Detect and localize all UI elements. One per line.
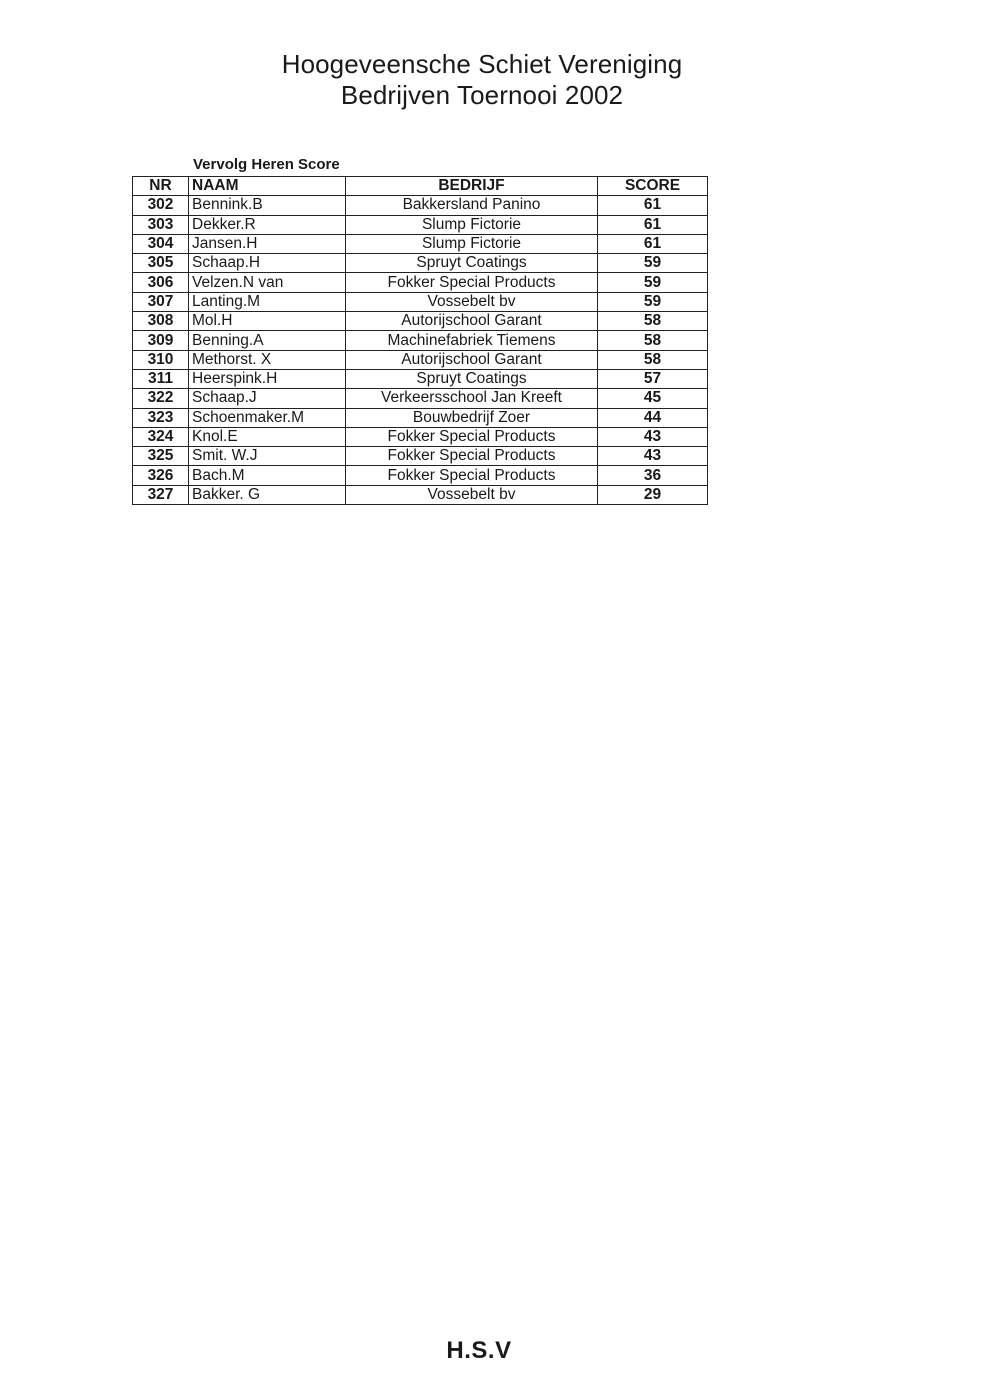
cell-score: 44 [598,408,708,427]
cell-bedrijf: Bouwbedrijf Zoer [346,408,598,427]
cell-bedrijf: Verkeersschool Jan Kreeft [346,389,598,408]
cell-bedrijf: Fokker Special Products [346,466,598,485]
cell-nr: 305 [133,254,189,273]
column-header-naam: NAAM [189,177,346,196]
cell-nr: 327 [133,485,189,504]
cell-score: 61 [598,215,708,234]
cell-bedrijf: Fokker Special Products [346,427,598,446]
table-row [133,292,708,311]
cell-naam: Bach.M [189,466,346,485]
table-row [133,389,708,408]
cell-bedrijf: Fokker Special Products [346,273,598,292]
cell-bedrijf: Vossebelt bv [346,292,598,311]
column-header-score: SCORE [598,177,708,196]
cell-naam: Smit. W.J [189,447,346,466]
cell-nr: 307 [133,292,189,311]
cell-bedrijf: Autorijschool Garant [346,312,598,331]
cell-nr: 326 [133,466,189,485]
table-row [133,350,708,369]
table-row [133,427,708,446]
cell-score: 29 [598,485,708,504]
cell-naam: Bennink.B [189,196,346,215]
cell-naam: Schoenmaker.M [189,408,346,427]
table-row [133,273,708,292]
section-heading: Vervolg Heren Score [193,156,340,173]
cell-score: 61 [598,234,708,253]
title-line-1: Hoogeveensche Schiet Vereniging [281,49,683,79]
cell-naam: Jansen.H [189,234,346,253]
cell-nr: 309 [133,331,189,350]
cell-naam: Velzen.N van [189,273,346,292]
table-row [133,408,708,427]
column-header-bedrijf: BEDRIJF [346,177,598,196]
cell-naam: Lanting.M [189,292,346,311]
cell-score: 59 [598,273,708,292]
cell-bedrijf: Fokker Special Products [346,447,598,466]
table-row [133,312,708,331]
cell-bedrijf: Vossebelt bv [346,485,598,504]
cell-nr: 323 [133,408,189,427]
cell-nr: 325 [133,447,189,466]
cell-score: 59 [598,292,708,311]
cell-nr: 302 [133,196,189,215]
cell-naam: Bakker. G [189,485,346,504]
cell-bedrijf: Autorijschool Garant [346,350,598,369]
cell-score: 61 [598,196,708,215]
table-row [133,215,708,234]
cell-bedrijf: Slump Fictorie [346,215,598,234]
table-row [133,447,708,466]
score-table [132,176,708,505]
cell-bedrijf: Slump Fictorie [346,234,598,253]
cell-nr: 306 [133,273,189,292]
table-header-row [133,177,708,196]
cell-naam: Schaap.J [189,389,346,408]
cell-nr: 304 [133,234,189,253]
cell-bedrijf: Spruyt Coatings [346,369,598,388]
cell-score: 59 [598,254,708,273]
table-body [133,196,708,505]
cell-bedrijf: Machinefabriek Tiemens [346,331,598,350]
cell-score: 43 [598,447,708,466]
cell-score: 58 [598,350,708,369]
cell-nr: 310 [133,350,189,369]
cell-naam: Knol.E [189,427,346,446]
cell-score: 36 [598,466,708,485]
table-row [133,466,708,485]
cell-nr: 322 [133,389,189,408]
cell-nr: 308 [133,312,189,331]
cell-nr: 311 [133,369,189,388]
table-row [133,369,708,388]
cell-bedrijf: Bakkersland Panino [346,196,598,215]
document-title [0,49,964,111]
cell-naam: Methorst. X [189,350,346,369]
table-row [133,196,708,215]
cell-nr: 324 [133,427,189,446]
table-row [133,254,708,273]
table-row [133,331,708,350]
cell-bedrijf: Spruyt Coatings [346,254,598,273]
cell-naam: Mol.H [189,312,346,331]
column-header-nr: NR [133,177,189,196]
table-row [133,234,708,253]
cell-score: 58 [598,331,708,350]
cell-score: 57 [598,369,708,388]
title-line-2: Bedrijven Toernooi 2002 [340,80,624,110]
cell-score: 43 [598,427,708,446]
cell-nr: 303 [133,215,189,234]
cell-score: 45 [598,389,708,408]
cell-score: 58 [598,312,708,331]
cell-naam: Heerspink.H [189,369,346,388]
cell-naam: Dekker.R [189,215,346,234]
footer-initials: H.S.V [446,1337,512,1364]
cell-naam: Schaap.H [189,254,346,273]
table-row [133,485,708,504]
cell-naam: Benning.A [189,331,346,350]
